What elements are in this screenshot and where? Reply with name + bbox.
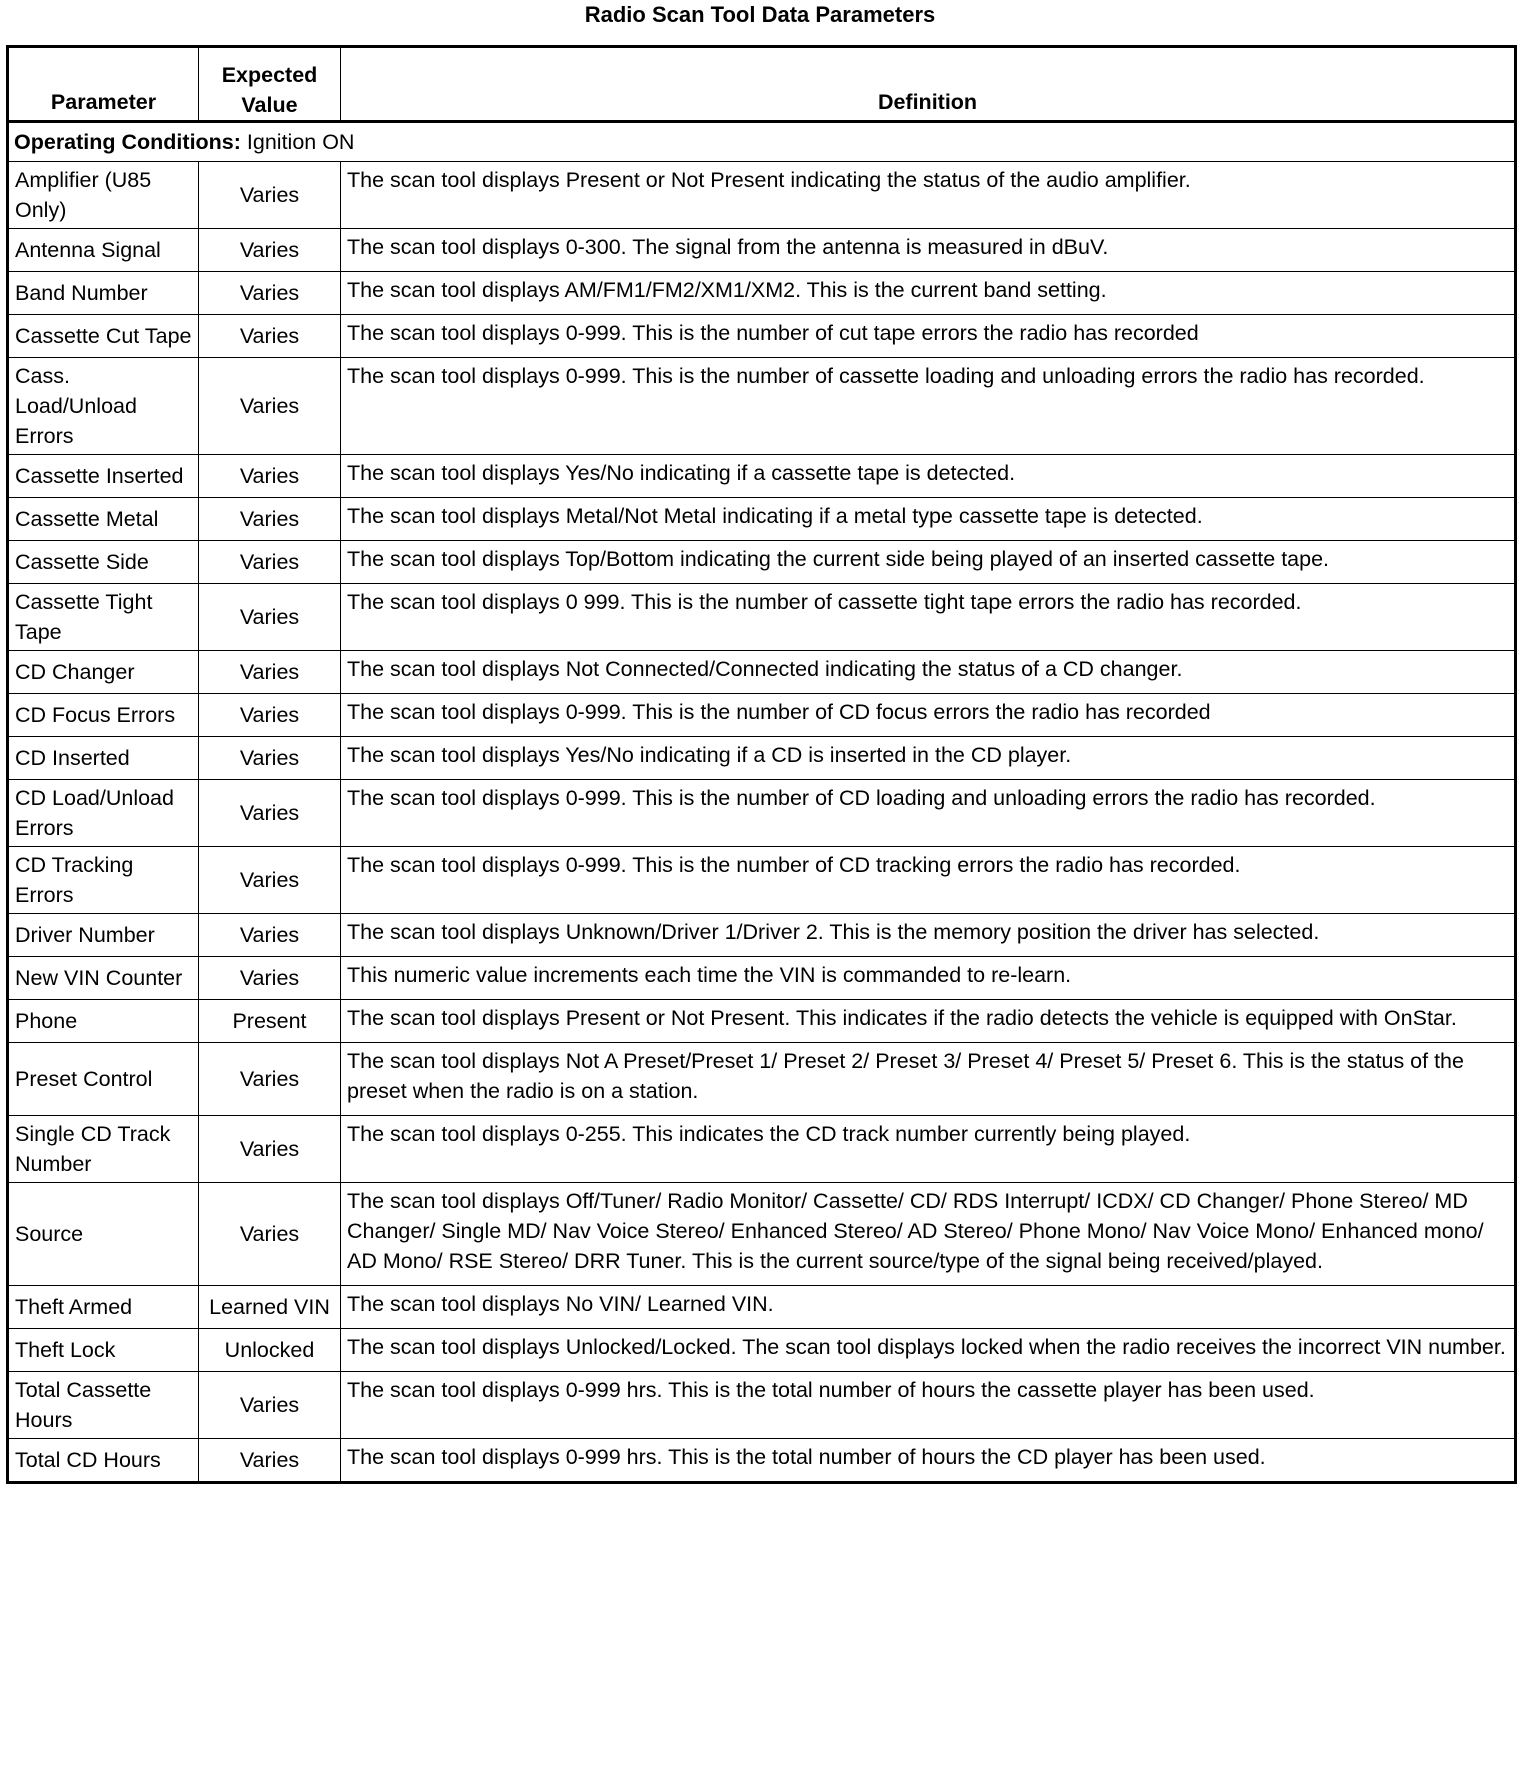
definition-cell: The scan tool displays 0-999. This is the number of cut tape errors the radio has recorded (341, 315, 1516, 358)
definition-cell: The scan tool displays 0-999. This is the number of CD tracking errors the radio has recorded. (341, 847, 1516, 914)
parameter-cell: CD Tracking Errors (8, 847, 199, 914)
expected-value-cell: Varies (199, 957, 341, 1000)
definition-cell: The scan tool displays Off/Tuner/ Radio Monitor/ Cassette/ CD/ RDS Interrupt/ ICDX/ CD Changer/ Phone Stereo/ MD Changer/ Single MD/ Nav Voice Stereo/ Enhanced Stereo/ AD Stereo/ Phone Mono/ Nav Voice Mono/ Enhanced mono/ AD Mono/ RSE Stereo/ DRR Tuner. This is the current source/type of the signal being received/played. (341, 1183, 1516, 1286)
parameter-cell: New VIN Counter (8, 957, 199, 1000)
parameter-cell: Theft Armed (8, 1286, 199, 1329)
expected-value-cell: Varies (199, 847, 341, 914)
definition-cell: The scan tool displays AM/FM1/FM2/XM1/XM2. This is the current band setting. (341, 272, 1516, 315)
table-row (8, 272, 1516, 315)
definition-cell: The scan tool displays Yes/No indicating if a CD is inserted in the CD player. (341, 737, 1516, 780)
table-row (8, 455, 1516, 498)
table-row (8, 847, 1516, 914)
expected-value-cell: Learned VIN (199, 1286, 341, 1329)
table-row (8, 1116, 1516, 1183)
expected-value-cell: Varies (199, 780, 341, 847)
expected-value-cell: Varies (199, 651, 341, 694)
expected-value-cell: Varies (199, 272, 341, 315)
header-parameter: Parameter (8, 47, 199, 122)
table-row (8, 780, 1516, 847)
operating-conditions (8, 122, 1516, 162)
header-expected-value: Expected Value (199, 47, 341, 122)
definition-cell: The scan tool displays Yes/No indicating if a cassette tape is detected. (341, 455, 1516, 498)
expected-value-cell: Varies (199, 694, 341, 737)
definition-cell: The scan tool displays Present or Not Present indicating the status of the audio amplifier. (341, 162, 1516, 229)
definition-cell: The scan tool displays Unlocked/Locked. The scan tool displays locked when the radio receives the incorrect VIN number. (341, 1329, 1516, 1372)
expected-value-cell: Varies (199, 162, 341, 229)
parameter-cell: Cassette Cut Tape (8, 315, 199, 358)
definition-cell: The scan tool displays No VIN/ Learned VIN. (341, 1286, 1516, 1329)
table-row (8, 229, 1516, 272)
table-row (8, 584, 1516, 651)
parameter-cell: CD Focus Errors (8, 694, 199, 737)
table-row (8, 315, 1516, 358)
definition-cell: The scan tool displays Metal/Not Metal indicating if a metal type cassette tape is detected. (341, 498, 1516, 541)
header-definition: Definition (341, 47, 1516, 122)
definition-cell: The scan tool displays 0-999. This is the number of cassette loading and unloading errors the radio has recorded. (341, 358, 1516, 455)
table-row (8, 358, 1516, 455)
definition-cell: The scan tool displays 0 999. This is the number of cassette tight tape errors the radio has recorded. (341, 584, 1516, 651)
parameter-cell: Driver Number (8, 914, 199, 957)
expected-value-cell: Varies (199, 498, 341, 541)
table-row (8, 1043, 1516, 1116)
table-row (8, 957, 1516, 1000)
expected-value-cell: Varies (199, 1183, 341, 1286)
parameters-table (6, 45, 1517, 1484)
parameter-cell: CD Inserted (8, 737, 199, 780)
expected-value-cell: Unlocked (199, 1329, 341, 1372)
expected-value-cell: Varies (199, 315, 341, 358)
table-row (8, 737, 1516, 780)
definition-cell: The scan tool displays 0-999 hrs. This is the total number of hours the cassette player has been used. (341, 1372, 1516, 1439)
table-row (8, 498, 1516, 541)
parameter-cell: Cass. Load/Unload Errors (8, 358, 199, 455)
expected-value-cell: Varies (199, 737, 341, 780)
operating-conditions-label: Operating Conditions: (14, 130, 241, 154)
parameter-cell: Theft Lock (8, 1329, 199, 1372)
expected-value-cell: Varies (199, 1372, 341, 1439)
definition-cell: The scan tool displays Top/Bottom indicating the current side being played of an inserted cassette tape. (341, 541, 1516, 584)
parameter-cell: Preset Control (8, 1043, 199, 1116)
expected-value-cell: Varies (199, 358, 341, 455)
parameter-cell: Amplifier (U85 Only) (8, 162, 199, 229)
expected-value-cell: Varies (199, 229, 341, 272)
operating-conditions-row (8, 122, 1516, 162)
table-row (8, 1286, 1516, 1329)
expected-value-cell: Present (199, 1000, 341, 1043)
operating-conditions-value: Ignition ON (240, 130, 355, 154)
definition-cell: The scan tool displays 0-255. This indicates the CD track number currently being played. (341, 1116, 1516, 1183)
parameter-cell: Band Number (8, 272, 199, 315)
table-row (8, 162, 1516, 229)
definition-cell: The scan tool displays Not Connected/Connected indicating the status of a CD changer. (341, 651, 1516, 694)
definition-cell: The scan tool displays 0-999 hrs. This is the total number of hours the CD player has been used. (341, 1439, 1516, 1483)
parameter-cell: Cassette Tight Tape (8, 584, 199, 651)
expected-value-cell: Varies (199, 1439, 341, 1483)
definition-cell: The scan tool displays Not A Preset/Preset 1/ Preset 2/ Preset 3/ Preset 4/ Preset 5/ Preset 6. This is the status of the preset when the radio is on a station. (341, 1043, 1516, 1116)
table-row (8, 694, 1516, 737)
parameter-cell: Antenna Signal (8, 229, 199, 272)
parameter-cell: Source (8, 1183, 199, 1286)
table-row (8, 1183, 1516, 1286)
parameter-cell: Cassette Side (8, 541, 199, 584)
parameter-cell: Single CD Track Number (8, 1116, 199, 1183)
expected-value-cell: Varies (199, 584, 341, 651)
table-row (8, 1329, 1516, 1372)
definition-cell: The scan tool displays Present or Not Present. This indicates if the radio detects the vehicle is equipped with OnStar. (341, 1000, 1516, 1043)
parameter-cell: Phone (8, 1000, 199, 1043)
parameter-cell: CD Load/Unload Errors (8, 780, 199, 847)
parameter-cell: Total CD Hours (8, 1439, 199, 1483)
table-row (8, 1372, 1516, 1439)
table-row (8, 651, 1516, 694)
table-row (8, 914, 1516, 957)
expected-value-cell: Varies (199, 455, 341, 498)
table-row (8, 1000, 1516, 1043)
definition-cell: This numeric value increments each time the VIN is commanded to re-learn. (341, 957, 1516, 1000)
parameter-cell: Cassette Metal (8, 498, 199, 541)
expected-value-cell: Varies (199, 541, 341, 584)
document-title: Radio Scan Tool Data Parameters (584, 2, 936, 27)
definition-cell: The scan tool displays 0-300. The signal from the antenna is measured in dBuV. (341, 229, 1516, 272)
parameter-cell: Total Cassette Hours (8, 1372, 199, 1439)
table-row (8, 541, 1516, 584)
table-row (8, 1439, 1516, 1483)
definition-cell: The scan tool displays 0-999. This is the number of CD loading and unloading errors the radio has recorded. (341, 780, 1516, 847)
expected-value-cell: Varies (199, 1043, 341, 1116)
definition-cell: The scan tool displays 0-999. This is the number of CD focus errors the radio has recorded (341, 694, 1516, 737)
parameter-cell: Cassette Inserted (8, 455, 199, 498)
expected-value-cell: Varies (199, 914, 341, 957)
table-header-row (8, 47, 1516, 122)
expected-value-cell: Varies (199, 1116, 341, 1183)
definition-cell: The scan tool displays Unknown/Driver 1/Driver 2. This is the memory position the driver has selected. (341, 914, 1516, 957)
parameter-cell: CD Changer (8, 651, 199, 694)
